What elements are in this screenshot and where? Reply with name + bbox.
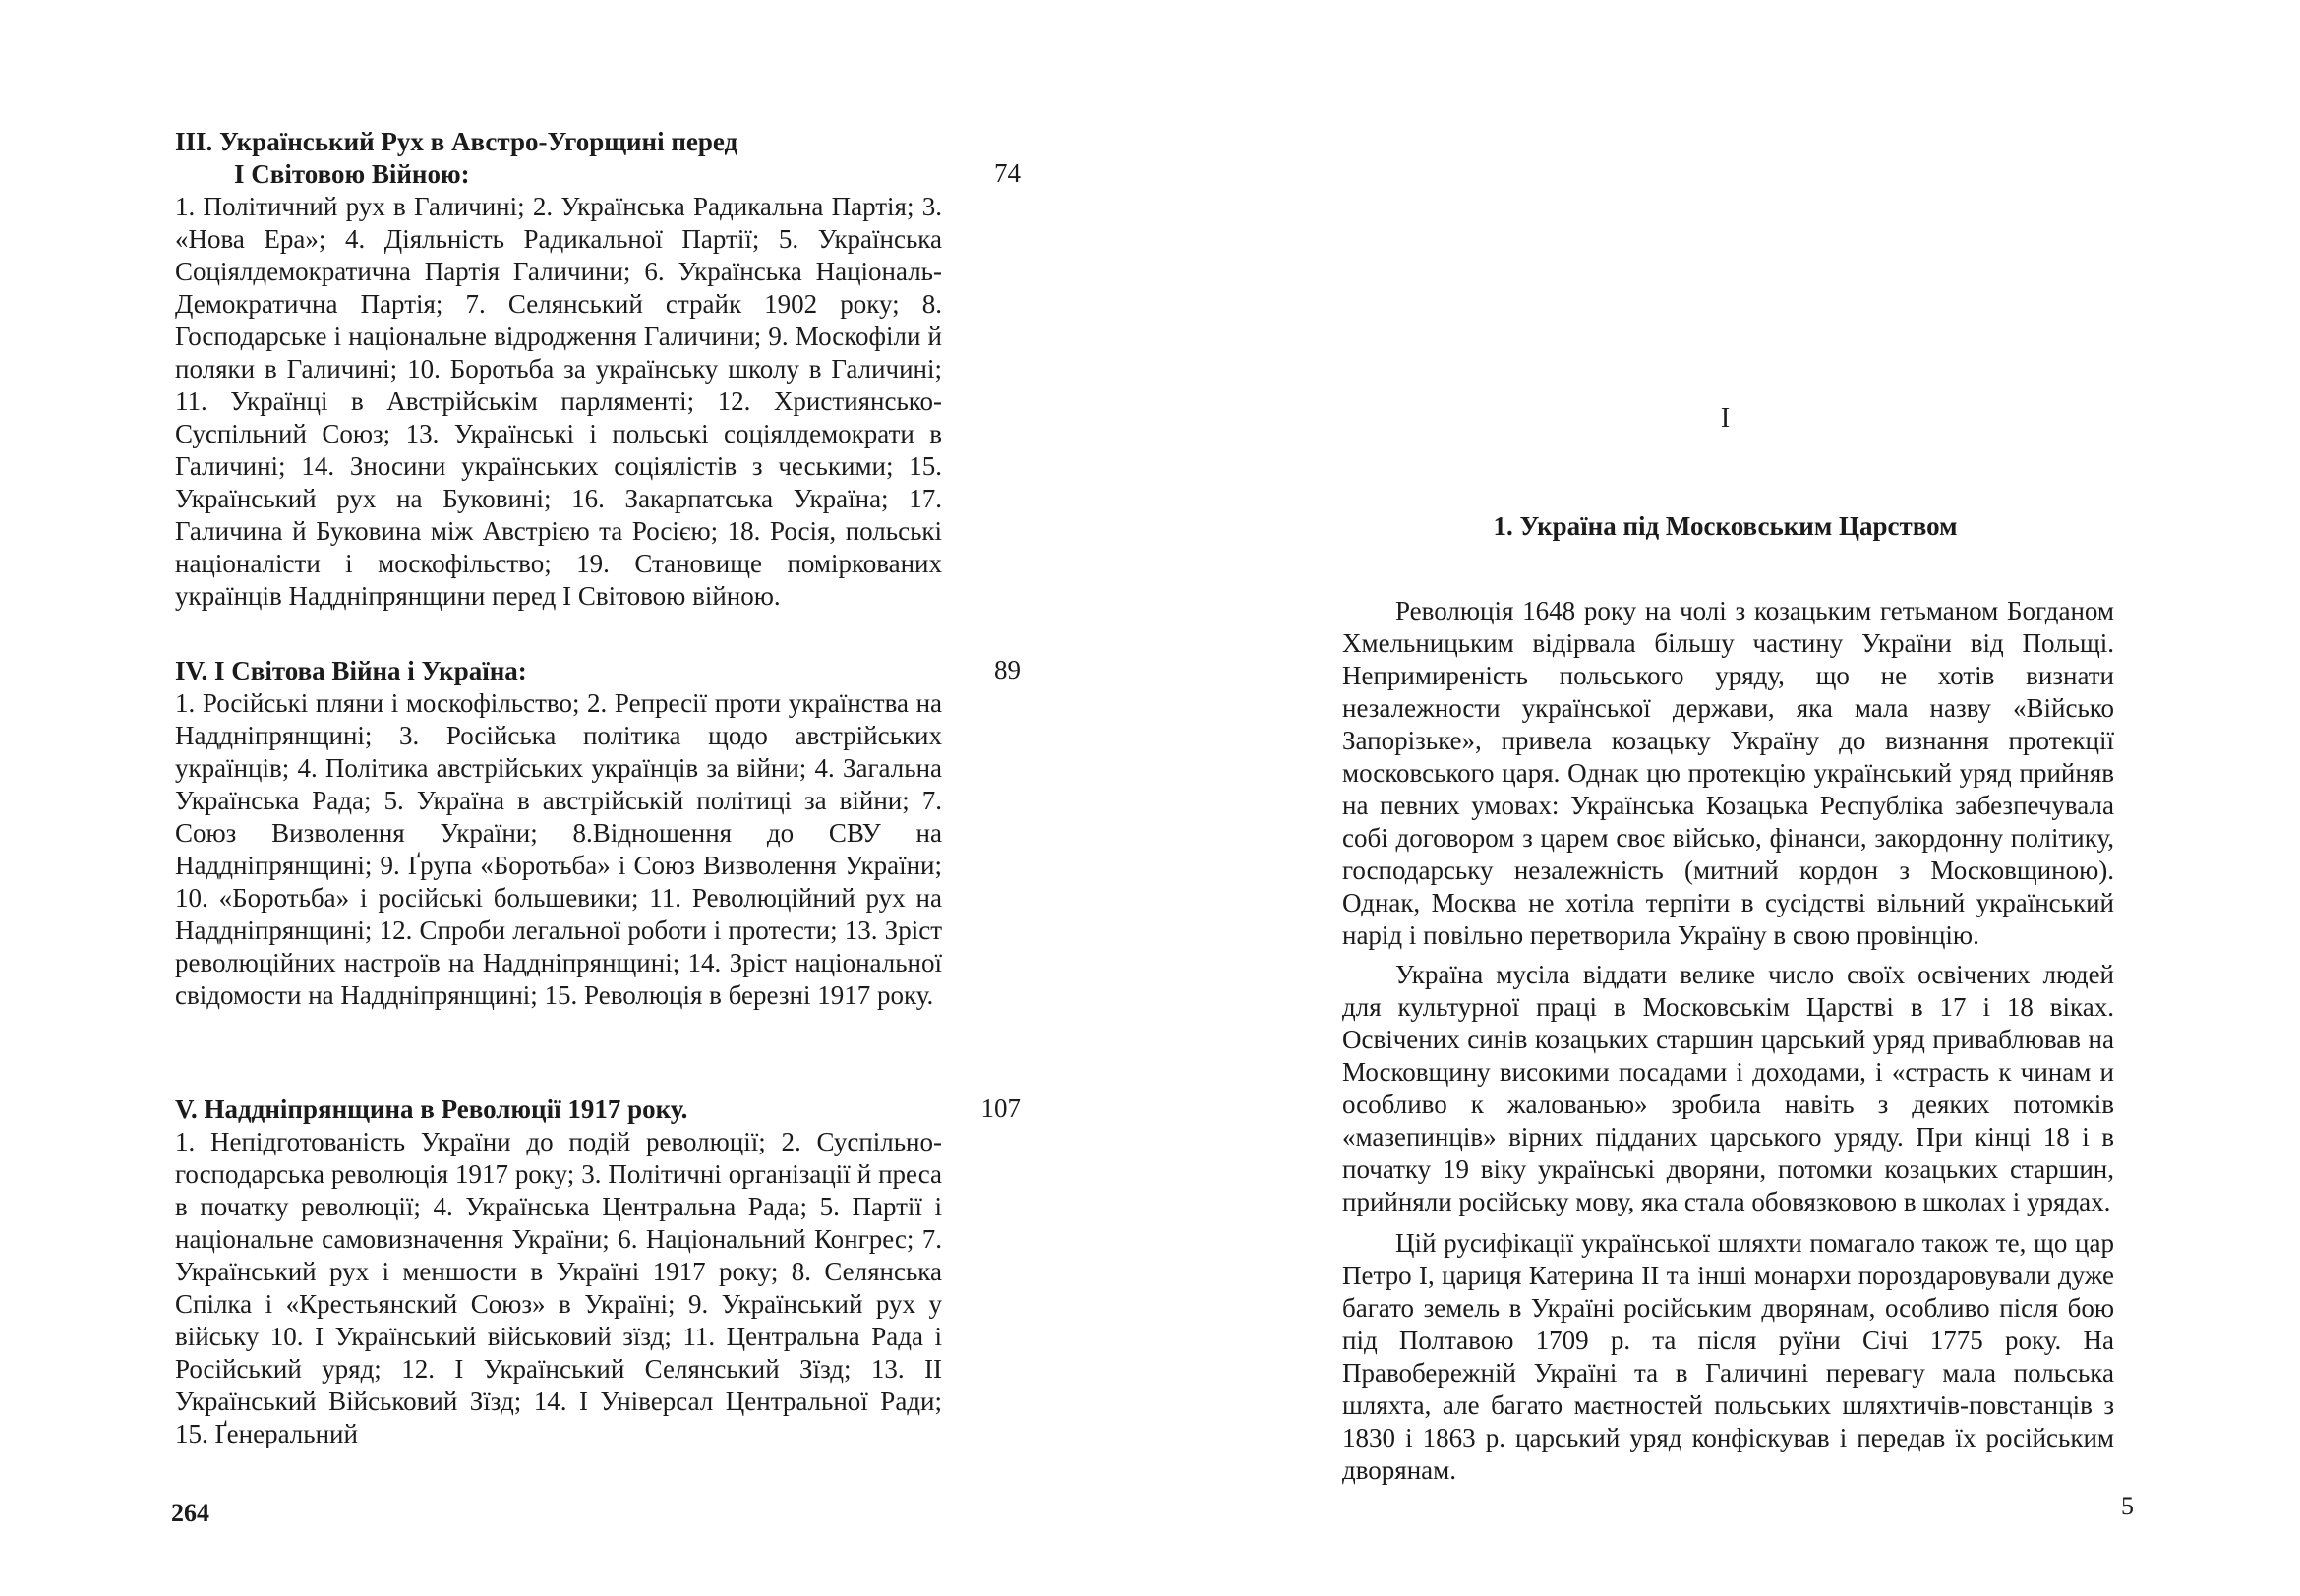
toc-page-number: 74 xyxy=(994,158,1021,188)
page-number-right: 5 xyxy=(2121,1492,2134,1520)
toc-entries: 1. Непідготованість України до подій революції; 2. Суспільно-господарська революція 1917 року; 3. Політичні організації й преса в початку революції; 4. Українська Центральна Рада; 5. Партії і національне самовизначення України; 6. Національний Конгрес; 7. Український рух і меншости в Україні 1917 року; 8. Селянська Спілка і «Крестьянский Союз» в Україні; 9. Український рух у війську 10. I Український військовий зїзд; 11. Центральна Рада і Російський уряд; 12. I Український Селянський Зїзд; 13. II Український Військовий Зїзд; 14. I Універсал Центральної Ради; 15. Ґенеральний xyxy=(175,1127,942,1448)
paragraph: Революція 1648 року на чолі з козацьким гетьманом Богданом Хмельницьким відірвала більшу частину України від Польщі. Непримиреність польського уряду, що не хотів визнати незалежности української держави, яка мала назву «Військо Запорізьке», привела козацьку Україну до визнання протекції московського царя. Однак цю протекцію український уряд прийняв на певних умовах: Українська Козацька Республіка забезпечувала собі договором з царем своє військо, фінанси, закордонну політику, господарську незалежність (митний кордон з Московщиною). Однак, Москва не хотіла терпіти в сусідстві вільний український нарід і повільно перетворила Україну в свою провінцію. xyxy=(1342,596,2114,950)
paragraph: Цій русифікації української шляхти помагало також те, що цар Петро I, цариця Катерина II та інші монархи пороздаровували дуже багато земель в Україні російським дворянам, особливо після бою під Полтавою 1709 р. та після руїни Січі 1775 року. На Правобережній Україні та в Галичині перевагу мала польська шляхта, але багато маєтностей польських шляхтичів-повстанців з 1830 і 1863 р. царський уряд конфіскував і передав їх російським дворянам. xyxy=(1342,1228,2114,1485)
toc-heading xyxy=(175,655,942,687)
right-page xyxy=(1150,0,2300,1596)
toc-section-5 xyxy=(175,1094,1021,1450)
toc-page-number: 89 xyxy=(994,655,1021,684)
toc-entries: 1. Політичний рух в Галичині; 2. Українська Радикальна Партія; 3. «Нова Ера»; 4. Діяльність Радикальної Партії; 5. Українська Соціялдемократична Партія Галичини; 6. Українська Національ-Демократична Партія; 7. Селянський страйк 1902 року; 8. Господарське і національне відродження Галичини; 9. Москофіли й поляки в Галичині; 10. Боротьба за українську школу в Галичині; 11. Українці в Австрійськім парляменті; 12. Християнсько-Суспільний Союз; 13. Українські і польські соціялдемократи в Галичині; 14. Зносини українських соціялістів з чеськими; 15. Український рух на Буковині; 16. Закарпатська Україна; 17. Галичина й Буковина між Австрією та Росією; 18. Росія, польські націоналісти і москофільство; 19. Становище поміркованих українців Наддніпрянщини перед I Світовою війною. xyxy=(175,192,942,611)
toc-heading xyxy=(175,1094,942,1126)
toc-heading xyxy=(175,126,942,191)
paragraph: Україна мусіла віддати велике число своїх освічених людей для культурної праці в Московськім Царстві в 17 і 18 віках. Освічених синів козацьких старшин царський уряд приваблював на Московщину високими посадами і доходами, і «страсть к чинам и особливо к жалованью» зробила навіть з деяких потомків «мазепинців» вірних підданих царського уряду. При кінці 18 і в початку 19 віку українські дворяни, потомки козацьких старшин, прийняли російську мову, яка стала обовязковою в школах і урядах. xyxy=(1342,960,2114,1216)
chapter-title: 1. Україна під Московським Царством xyxy=(1493,511,1958,541)
toc-heading-line: IV. I Світова Війна і Україна: xyxy=(175,656,527,685)
toc-heading-line: III. Український Рух в Австро-Угорщині перед xyxy=(175,127,738,156)
toc-page-number: 107 xyxy=(980,1094,1021,1123)
toc-section-3 xyxy=(175,126,1021,613)
toc-entries: 1. Російські пляни і москофільство; 2. Репресії проти українства на Наддніпрянщині; 3. Російська політика щодо австрійських українців; 4. Політика австрійських українців за війни; 4. Загальна Українська Рада; 5. Україна в австрійській політиці за війни; 7. Союз Визволення України; 8.Відношення до СВУ на Наддніпрянщині; 9. Ґрупа «Боротьба» і Союз Визволення України; 10. «Боротьба» і російські большевики; 11. Революційний рух на Наддніпрянщині; 12. Спроби легальної роботи і протести; 13. Зріст революційних настроїв на Наддніпрянщині; 14. Зріст національної свідомости на Наддніпрянщині; 15. Революція в березні 1917 року. xyxy=(175,688,942,1010)
toc-heading-line: V. Наддніпрянщина в Революції 1917 року. xyxy=(175,1094,688,1124)
chapter-roman-numeral: I xyxy=(1720,403,1731,434)
toc-section-4 xyxy=(175,655,1021,1012)
toc-heading-line: I Світовою Війною: xyxy=(234,159,470,189)
page-number-left: 264 xyxy=(171,1499,209,1527)
